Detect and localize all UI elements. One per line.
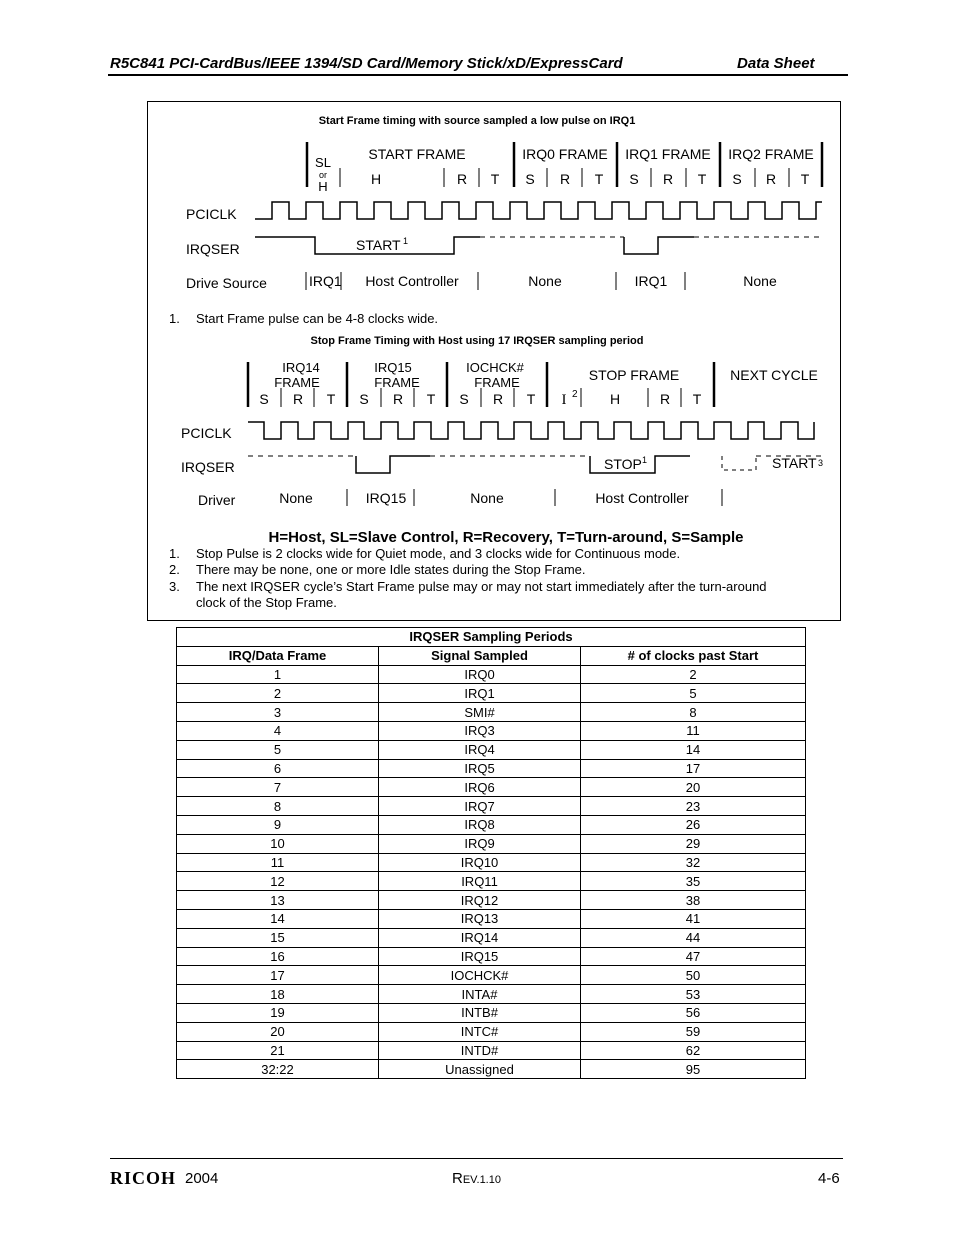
table-cell: IRQ11 [379,872,581,891]
phase-label: R [456,171,468,187]
h-label: H [318,179,328,194]
frame-label: STOP FRAME [588,367,680,383]
phase-label: H [609,391,621,407]
table-cell: 32 [581,853,806,872]
phase-label: R [392,391,404,407]
table-cell: SMI# [379,703,581,722]
idle-footnote-ref: 2 [572,389,578,400]
table-cell: 18 [177,985,379,1004]
phase-label: R [559,171,571,187]
frame-label: FRAME [374,375,420,390]
table-cell: 2 [581,665,806,684]
start-label: START [772,455,817,471]
table-body [177,665,806,1079]
legend: H=Host, SL=Slave Control, R=Recovery, T=Turn-around, S=Sample [268,529,744,546]
phase-label: S [525,171,535,187]
table-row [177,985,806,1004]
table-row [177,1060,806,1079]
table-cell: 9 [177,815,379,834]
table-cell: 11 [177,853,379,872]
table-cell: 41 [581,909,806,928]
signal-label: PCICLK [186,206,237,222]
table-row [177,815,806,834]
phase-label: S [359,391,369,407]
table-cell: 95 [581,1060,806,1079]
irqser-table-wrapper [176,627,806,1079]
column-header: # of clocks past Start [581,646,806,665]
table-cell: IRQ5 [379,759,581,778]
table-cell: 20 [177,1022,379,1041]
frame-label: IRQ2 FRAME [728,146,814,162]
irqser-sampling-table [176,627,806,1079]
drive-label: None [470,490,504,506]
frame-label: IOCHCK# [466,360,524,375]
page-number: 4-6 [818,1170,840,1187]
drive-label: IRQ1 [309,273,342,289]
note-text: Start Frame pulse can be 4-8 clocks wide. [196,311,439,326]
stop-label: STOP [604,456,642,472]
table-row [177,778,806,797]
phase-label: S [459,391,469,407]
phase-label: T [692,391,702,407]
phase-label: T [697,171,707,187]
footer-rule [110,1158,843,1159]
phase-label: R [659,391,671,407]
table-cell: 6 [177,759,379,778]
table-row [177,966,806,985]
table-cell: 15 [177,928,379,947]
table-row [177,1022,806,1041]
document-type: Data Sheet [737,55,815,72]
table-cell: IOCHCK# [379,966,581,985]
table-cell: IRQ8 [379,815,581,834]
table-cell: 5 [177,740,379,759]
table-cell: 7 [177,778,379,797]
table-row [177,928,806,947]
note-text: Stop Pulse is 2 clocks wide for Quiet mode, and 3 clocks wide for Continuous mode. [196,546,681,561]
footer-year: 2004 [185,1170,219,1187]
phase-label: T [490,171,500,187]
table-row [177,665,806,684]
table-cell: 21 [177,1041,379,1060]
table-cell: 19 [177,1003,379,1022]
frame-label: START FRAME [368,146,466,162]
note-number: 3. [169,579,180,594]
table-cell: 23 [581,797,806,816]
table-cell: 62 [581,1041,806,1060]
signal-label: Driver [198,492,236,508]
table-cell: IRQ3 [379,721,581,740]
table-cell: 56 [581,1003,806,1022]
column-header: Signal Sampled [379,646,581,665]
table-cell: IRQ6 [379,778,581,797]
table-row [177,684,806,703]
start-footnote-ref: 3 [818,458,824,468]
table-row [177,872,806,891]
table-cell: INTB# [379,1003,581,1022]
diagram2-title: Stop Frame Timing with Host using 17 IRQSER sampling period [310,335,644,347]
ricoh-logo: RICOH [110,1168,177,1188]
idle-label: I [561,392,567,408]
table-row [177,834,806,853]
frame-label: IRQ14 [282,360,320,375]
sl-label: SL [315,155,331,170]
table-cell: IRQ10 [379,853,581,872]
table-cell: IRQ4 [379,740,581,759]
drive-label: None [743,273,777,289]
frame-label: IRQ0 FRAME [522,146,608,162]
drive-label: IRQ1 [634,273,668,289]
table-cell: IRQ14 [379,928,581,947]
table-cell: 35 [581,872,806,891]
table-cell: 14 [177,909,379,928]
table-row [177,740,806,759]
table-cell: 14 [581,740,806,759]
frame-label: IRQ15 [374,360,412,375]
drive-label: None [279,490,313,506]
table-cell: 1 [177,665,379,684]
table-cell: INTC# [379,1022,581,1041]
table-row [177,853,806,872]
table-cell: 38 [581,891,806,910]
revision-rest: EV.1.10 [462,1174,501,1186]
note-text: The next IRQSER cycle’s Start Frame pulse may or may not start immediately after the turn-around [196,579,767,594]
table-cell: 4 [177,721,379,740]
table-cell: IRQ7 [379,797,581,816]
table-cell: 44 [581,928,806,947]
phase-label: H [370,171,382,187]
table-row [177,947,806,966]
signal-label: Drive Source [186,275,267,291]
table-cell: 10 [177,834,379,853]
table-cell: 59 [581,1022,806,1041]
revision-prefix: R [452,1170,463,1187]
frame-label: IRQ1 FRAME [625,146,711,162]
phase-label: R [292,391,304,407]
table-cell: 3 [177,703,379,722]
table-cell: 17 [177,966,379,985]
frame-label: NEXT CYCLE [730,367,818,383]
start-label: START [356,237,401,253]
diagram1-title: Start Frame timing with source sampled a low pulse on IRQ1 [318,115,636,127]
note-number: 1. [169,546,180,561]
table-row [177,909,806,928]
table-cell: 26 [581,815,806,834]
phase-label: S [629,171,639,187]
irqser-waveform [255,237,824,254]
phase-label: T [594,171,604,187]
table-cell: 29 [581,834,806,853]
table-cell: IRQ12 [379,891,581,910]
table-cell: IRQ0 [379,665,581,684]
table-cell: 53 [581,985,806,1004]
table-cell: INTD# [379,1041,581,1060]
table-cell: 32:22 [177,1060,379,1079]
table-title: IRQSER Sampling Periods [177,628,806,647]
phase-label: R [492,391,504,407]
table-cell: 16 [177,947,379,966]
table-cell: Unassigned [379,1060,581,1079]
drive-label: Host Controller [365,273,459,289]
table-cell: IRQ1 [379,684,581,703]
drive-label: Host Controller [595,490,689,506]
drive-label: None [528,273,562,289]
table-cell: 2 [177,684,379,703]
table-cell: 5 [581,684,806,703]
table-cell: 13 [177,891,379,910]
signal-label: IRQSER [181,459,235,475]
stop-footnote-ref: 1 [642,455,648,465]
table-cell: 50 [581,966,806,985]
pciclk-waveform [248,422,814,439]
or-label: or [318,170,328,180]
table-row [177,703,806,722]
signal-label: IRQSER [186,241,240,257]
irqser-waveform [248,456,822,473]
table-cell: 17 [581,759,806,778]
phase-label: T [526,391,536,407]
table-cell: 12 [177,872,379,891]
table-row [177,797,806,816]
drive-label: IRQ15 [365,490,407,506]
phase-label: S [732,171,742,187]
table-cell: 8 [177,797,379,816]
table-cell: IRQ15 [379,947,581,966]
column-header: IRQ/Data Frame [177,646,379,665]
table-cell: 47 [581,947,806,966]
phase-label: T [426,391,436,407]
table-row [177,721,806,740]
phase-label: R [765,171,777,187]
table-cell: 8 [581,703,806,722]
table-row [177,1003,806,1022]
revision [452,1170,501,1187]
signal-label: PCICLK [181,425,232,441]
phase-label: T [326,391,336,407]
note-text: There may be none, one or more Idle states during the Stop Frame. [196,562,586,577]
table-cell: 11 [581,721,806,740]
table-row [177,891,806,910]
frame-label: FRAME [474,375,520,390]
table-row [177,1041,806,1060]
table-cell: 20 [581,778,806,797]
frame-label: FRAME [274,375,320,390]
phase-label: S [259,391,269,407]
note-number: 1. [169,311,180,326]
start-footnote-ref: 1 [403,236,409,246]
table-cell: INTA# [379,985,581,1004]
table-cell: IRQ13 [379,909,581,928]
document-title: R5C841 PCI-CardBus/IEEE 1394/SD Card/Memory Stick/xD/ExpressCard [110,55,623,72]
phase-label: T [800,171,810,187]
note-text: clock of the Stop Frame. [196,595,337,610]
note-number: 2. [169,562,180,577]
pciclk-waveform [255,202,822,219]
table-row [177,759,806,778]
table-cell: IRQ9 [379,834,581,853]
phase-label: R [662,171,674,187]
